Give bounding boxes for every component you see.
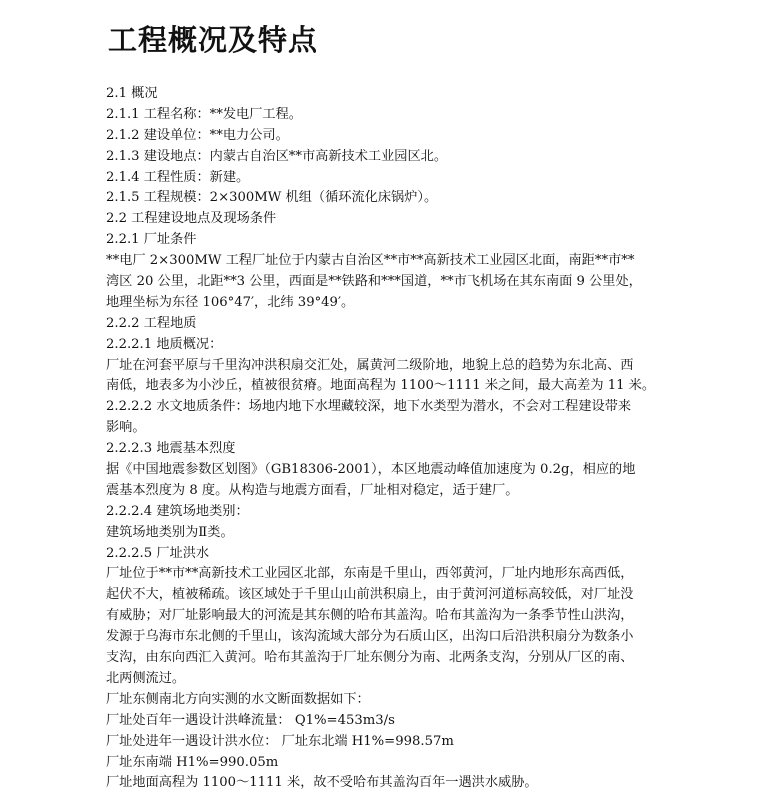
section-heading-2-2-2: 2.2.2 工程地质 — [106, 315, 197, 331]
ground-elevation-line: 厂址地面高程为 1100～1111 米，故不受哈布其盖沟百年一遇洪水威胁。 — [106, 775, 538, 791]
flood-text: 起伏不大，植被稀疏。该区域处于千里山山前洪积扇上，由于黄河河道标高较低，对厂址没 — [106, 587, 634, 603]
geology-text: 厂址在河套平原与千里沟冲洪积扇交汇处，属黄河二级阶地，地貌上总的趋势为东北高、西 — [106, 357, 634, 373]
project-scale-line: 2.1.5 工程规模：2×300MW 机组（循环流化床锅炉）。 — [106, 190, 438, 206]
project-name-line: 2.1.1 工程名称：**发电厂工程。 — [106, 106, 302, 122]
flood-text: 支沟，由东向西汇入黄河。哈布其盖沟于厂址东侧分为南、北两条支沟，分别从厂区的南、 — [106, 650, 634, 666]
seismic-text: 据《中国地震参数区划图》（GB18306-2001），本区地震动峰值加速度为 0.2g，相应的地 — [106, 462, 636, 478]
design-flood-peak-line: 厂址处百年一遇设计洪峰流量： Q1%=453m3/s — [106, 712, 395, 728]
site-category-text: 建筑场地类别为Ⅱ类。 — [106, 524, 234, 540]
section-heading-2-2-2-1: 2.2.2.1 地质概况： — [106, 336, 223, 352]
flood-text: 厂址位于**市**高新技术工业园区北部，东南是千里山，西邻黄河，厂址内地形东高西低， — [106, 566, 634, 582]
site-condition-text: 湾区 20 公里，北距**3 公里，西面是**铁路和***国道，**市飞机场在其东南面 9 公里处， — [106, 274, 642, 290]
section-heading-2-2-2-3: 2.2.2.3 地震基本烈度 — [106, 441, 236, 457]
hydrogeology-text: 影响。 — [106, 420, 146, 436]
hydrogeology-text: 2.2.2.2 水文地质条件：场地内地下水埋藏较深，地下水类型为潜水，不会对工程建设带来 — [106, 399, 632, 415]
section-heading-2-1: 2.1 概况 — [106, 86, 158, 101]
geology-text: 南低，地表多为小沙丘，植被很贫瘠。地面高程为 1100～1111 米之间，最大高差为 11 米。 — [106, 378, 656, 394]
southeast-flood-level-line: 厂址东南端 H1%=990.05m — [106, 754, 279, 770]
site-condition-text: 地理坐标为东径 106°47′，北纬 39°49′。 — [106, 294, 355, 310]
flood-text: 北两侧流过。 — [106, 670, 186, 686]
project-nature-line: 2.1.4 工程性质：新建。 — [106, 169, 250, 185]
construction-location-line: 2.1.3 建设地点：内蒙古自治区**市高新技术工业园区北。 — [106, 148, 448, 164]
page-title: 工程概况及特点 — [108, 23, 319, 57]
section-heading-2-2-1: 2.2.1 厂址条件 — [106, 232, 197, 248]
seismic-text: 震基本烈度为 8 度。从构造与地震方面看，厂址相对稳定，适于建厂。 — [106, 482, 519, 498]
construction-unit-line: 2.1.2 建设单位：**电力公司。 — [106, 127, 289, 143]
site-condition-text: **电厂 2×300MW 工程厂址位于内蒙古自治区**市**高新技术工业园区北面，南距**市** — [106, 253, 635, 269]
hydrologic-data-intro: 厂址东侧南北方向实测的水文断面数据如下： — [106, 691, 370, 707]
document-body — [106, 84, 672, 794]
section-heading-2-2: 2.2 工程建设地点及现场条件 — [106, 211, 277, 227]
section-heading-2-2-2-5: 2.2.2.5 厂址洪水 — [106, 545, 210, 561]
flood-text: 有威胁；对厂址影响最大的河流是其东侧的哈布其盖沟。哈布其盖沟为一条季节性山洪沟， — [106, 608, 634, 624]
flood-text: 发源于乌海市东北侧的千里山，该沟流域大部分为石质山区，出沟口后沿洪积扇分为数条小 — [106, 629, 634, 645]
design-flood-level-line: 厂址处进年一遇设计洪水位： 厂址东北端 H1%=998.57m — [106, 733, 454, 749]
section-heading-2-2-2-4: 2.2.2.4 建筑场地类别： — [106, 503, 249, 519]
